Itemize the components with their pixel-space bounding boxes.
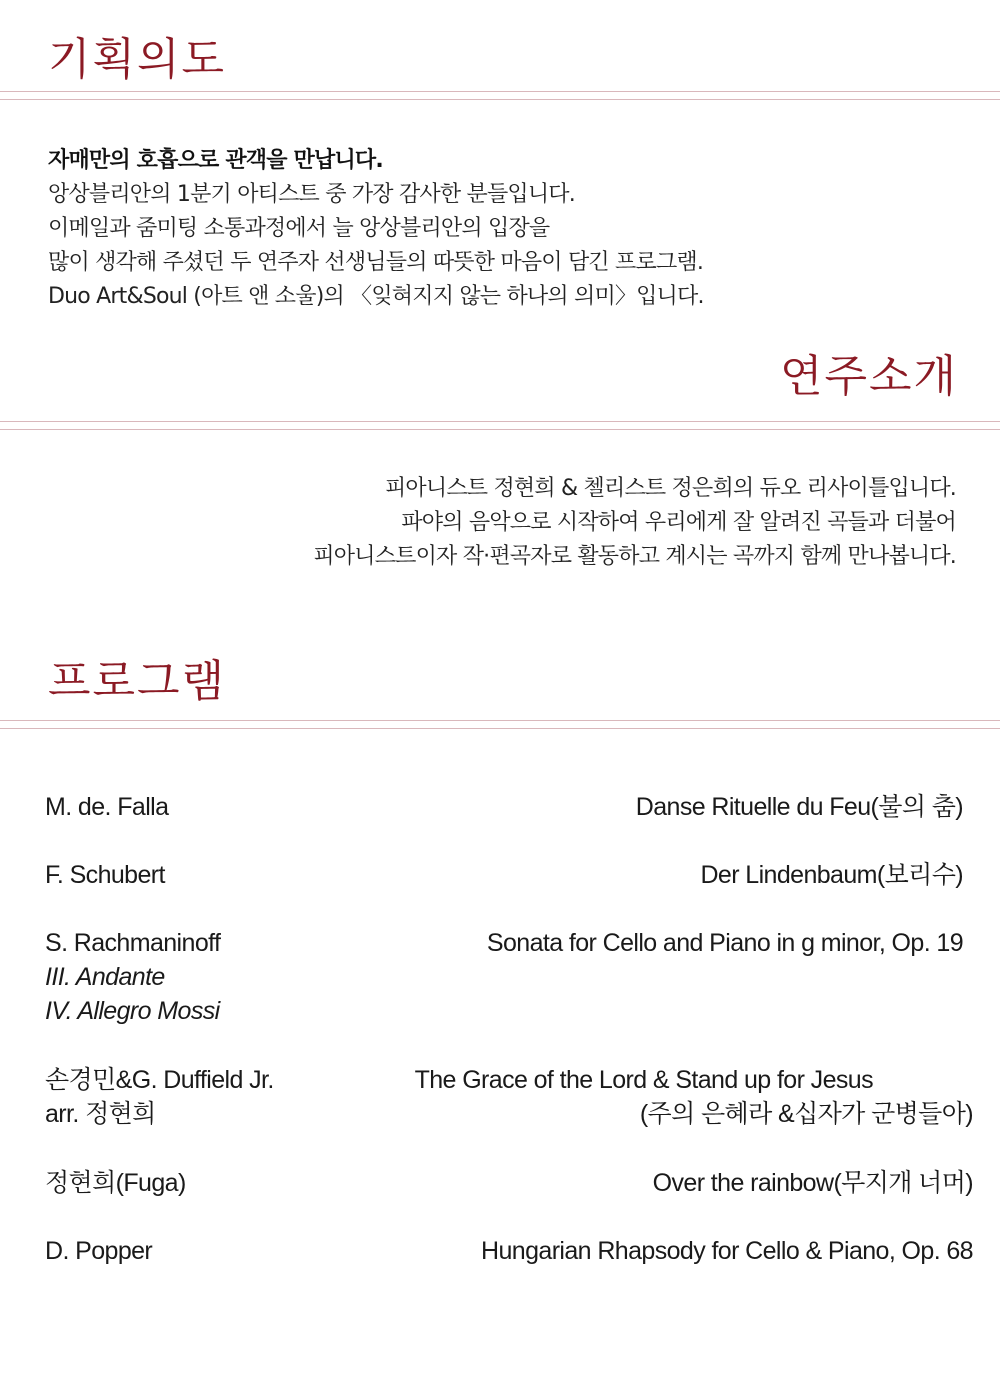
program-work — [415, 1063, 973, 1131]
program-work: Sonata for Cello and Piano in g minor, Op. 19 — [486, 929, 963, 957]
program-work-subtitle: (주의 은혜라 &십자가 군병들아) — [639, 1100, 973, 1128]
program-composer: D. Popper — [45, 1237, 153, 1265]
program-work-title: The Grace of the Lord & Stand up for Jesus — [414, 1066, 873, 1094]
intent-line: Duo Art&Soul (아트 앤 소울)의 〈잊혀지지 않는 하나의 의미〉입니다. — [48, 284, 704, 309]
section-title-program: 프로그램 — [48, 656, 227, 707]
program-work: Hungarian Rhapsody for Cello & Piano, Op. 68 — [481, 1237, 973, 1265]
program-work: Danse Rituelle du Feu(불의 춤) — [635, 793, 963, 821]
section-divider — [0, 91, 1000, 100]
program-composer: F. Schubert — [45, 861, 165, 889]
program-composer: M. de. Falla — [45, 793, 169, 821]
program-arranger: arr. 정현희 — [45, 1100, 156, 1128]
program-work: Over the rainbow(무지개 너머) — [652, 1169, 973, 1197]
program-movement: III. Andante — [45, 963, 165, 991]
intent-line: 앙상블리안의 1분기 아티스트 중 가장 감사한 분들입니다. — [48, 182, 575, 207]
performance-line: 파야의 음악으로 시작하여 우리에게 잘 알려진 곡들과 더불어 — [401, 510, 956, 535]
intent-text-block — [48, 144, 948, 314]
section-title-performance: 연주소개 — [779, 351, 958, 402]
performance-line: 피아니스트 정현희 & 첼리스트 정은희의 듀오 리사이틀입니다. — [384, 476, 956, 501]
program-work: Der Lindenbaum(보리수) — [700, 861, 963, 889]
section-title-intent: 기획의도 — [48, 34, 227, 85]
performance-line: 피아니스트이자 작·편곡자로 활동하고 계시는 곡까지 함께 만나봅니다. — [313, 544, 956, 569]
program-movement: IV. Allegro Mossi — [45, 997, 220, 1025]
program-composer: 손경민&G. Duffield Jr. — [45, 1066, 274, 1094]
program-composer: S. Rachmaninoff — [45, 929, 221, 957]
intent-lead: 자매만의 호흡으로 관객을 만납니다. — [48, 148, 383, 173]
program-composer: 정현희(Fuga) — [45, 1169, 186, 1197]
intent-line: 많이 생각해 주셨던 두 연주자 선생님들의 따뜻한 마음이 담긴 프로그램. — [48, 250, 704, 275]
section-divider — [0, 421, 1000, 430]
section-divider — [0, 720, 1000, 729]
performance-text-block — [56, 472, 956, 574]
program-composer-block — [45, 1063, 274, 1131]
program-composer-block — [45, 926, 220, 1028]
intent-line: 이메일과 줌미팅 소통과정에서 늘 앙상블리안의 입장을 — [48, 216, 550, 241]
